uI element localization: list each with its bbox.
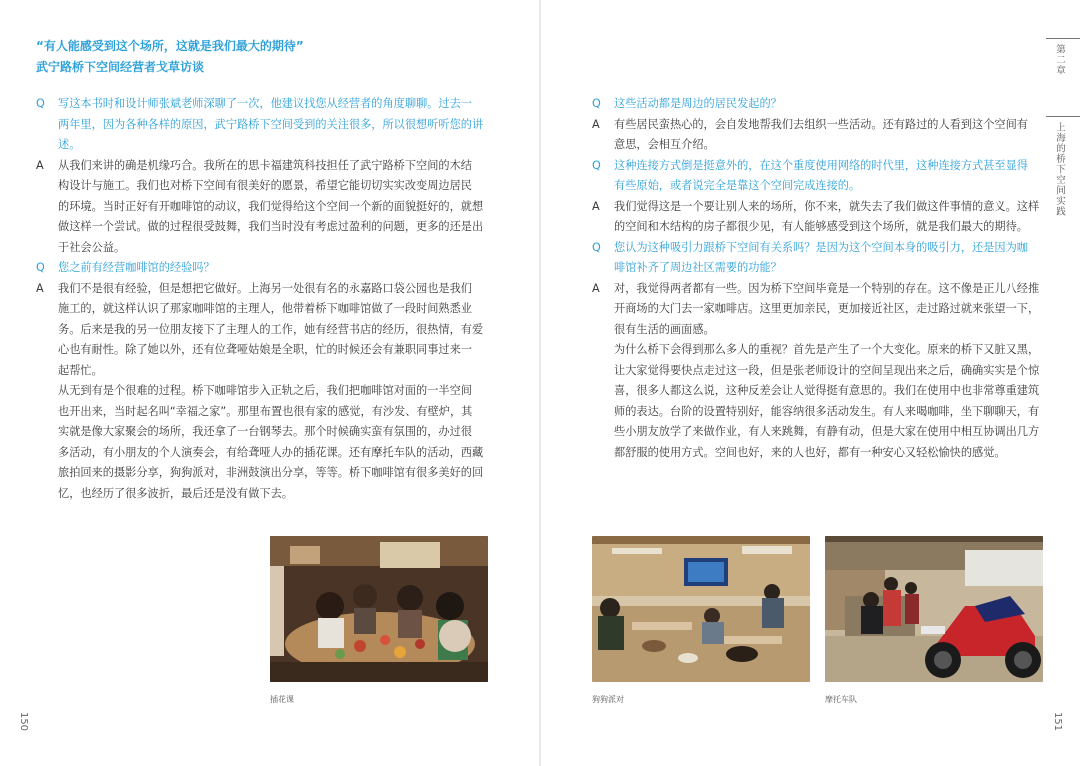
answer-block (592, 279, 1052, 341)
text-line: 您认为这种吸引力跟桥下空间有关系吗？是因为这个空间本身的吸引力，还是因为咖 (614, 240, 1028, 254)
answer-mark: A (592, 281, 600, 295)
text-line: 意思，会相互介绍。 (614, 138, 715, 151)
question-block (36, 94, 496, 156)
page-number-left: 150 (18, 711, 30, 732)
interview-subtitle: 武宁路桥下空间经营者戈草访谈 (36, 60, 205, 74)
side-rule-bottom (1046, 116, 1080, 117)
text-line: 务。后来是我的另一位朋友接下了主理人的工作，她有经营书店的经历，很热情，有爱 (58, 322, 484, 336)
text-line: 述。 (58, 138, 81, 151)
text-line: 多活动，有小朋友的个人演奏会，有给聋哑人办的插花课。还有摩托车队的活动，西藏 (58, 445, 484, 459)
text-line: 从无到有是个很难的过程。桥下咖啡馆步入正轨之后，我们把咖啡馆对面的一半空间 (58, 384, 472, 397)
answer-block (592, 197, 1052, 238)
text-line: 您之前有经营咖啡馆的经验吗？ (58, 261, 215, 274)
answer-block (592, 115, 1052, 156)
text-line: 实就是像大家聚会的场所，我还拿了一台钢琴去。那个时候确实蛮有氛围的，办过很 (58, 425, 472, 438)
answer-mark: A (592, 199, 600, 213)
answer-block (36, 156, 496, 259)
dog-party-caption: 狗狗派对 (592, 695, 624, 704)
question-block (36, 258, 496, 279)
side-rule-top (1046, 38, 1080, 39)
text-line: 有些原始，或者说完全是靠这个空间完成连接的。 (614, 179, 861, 192)
question-mark: Q (36, 261, 45, 274)
question-mark: Q (592, 97, 601, 110)
text-line: 我们觉得这是一个要让别人来的场所，你不来，就失去了我们做这件事情的意义。这样 (614, 199, 1040, 213)
answer-block (36, 279, 496, 382)
question-mark: Q (592, 158, 601, 172)
text-line: 构设计与施工。我们也对桥下空间有很美好的愿景，希望它能切切实实改变周边居民 (58, 179, 472, 192)
section-label: 上海的桥下空间实践 (1054, 122, 1065, 217)
text-line: 起帮忙。 (58, 363, 103, 377)
text-line: 做这样一个尝试。做的过程很受鼓舞，我们当时没有考虑过盈利的问题，更多的还是出 (58, 220, 484, 233)
interview-title: “有人能感受到这个场所，这就是我们最大的期待” (36, 39, 304, 53)
dog-party-photo (592, 536, 810, 682)
body-paragraph (36, 381, 496, 504)
text-line: 开商场的大门去一家咖啡店。这里更加亲民，更加接近社区，走过路过就来张望一下， (614, 302, 1040, 315)
text-line: 旅拍回来的摄影分享，狗狗派对，非洲鼓演出分享，等等。桥下咖啡馆有很多美好的回 (58, 466, 484, 479)
text-line: 让大家觉得要快点走过这一段，但是张老师设计的空间呈现出来之后，确确实实是个惊 (614, 363, 1040, 377)
body-paragraph (592, 340, 1052, 463)
text-line: 的环境。当时正好有开咖啡馆的动议，我们觉得给这个空间一个新的面貌挺好的，就想 (58, 199, 484, 213)
answer-mark: A (36, 158, 44, 172)
text-line: 两年里，因为各种各样的原因，武宁路桥下空间受到的关注很多，所以很想听听您的讲 (58, 117, 484, 131)
flower-class-photo (270, 536, 488, 682)
text-line: 为什么桥下会得到那么多人的重视？首先是产生了一个大变化。原来的桥下又脏又黑， (614, 343, 1040, 356)
book-gutter (539, 0, 541, 766)
motorcycle-team-caption: 摩托车队 (825, 695, 857, 704)
text-line: 忆，也经历了很多波折，最后还是没有做下去。 (58, 486, 293, 500)
right-text-column (592, 94, 1052, 463)
chapter-label: 第二章 (1054, 44, 1065, 76)
question-mark: Q (592, 240, 601, 254)
text-line: 我们不是很有经验，但是想把它做好。上海另一处很有名的永嘉路口袋公园也是我们 (58, 281, 472, 295)
page-number-right: 151 (1052, 711, 1064, 732)
text-line: 很有生活的画面感。 (614, 322, 715, 336)
text-line: 都舒服的使用方式。空间也好，来的人也好，都有一种安心又轻松愉快的感觉。 (614, 445, 1006, 459)
text-line: 写这本书时和设计师张斌老师深聊了一次，他建议找您从经营者的角度聊聊。过去一 (58, 97, 472, 110)
text-line: 喜，很多人都这么说，这种反差会让人觉得挺有意思的。我们在使用中也非常尊重建筑 (614, 384, 1040, 397)
text-line: 对，我觉得两者都有一些。因为桥下空间毕竟是一个特别的存在。这不像是正儿八经推 (614, 281, 1040, 295)
question-block (592, 238, 1052, 279)
flower-class-caption: 插花课 (270, 695, 294, 704)
text-line: 心也有耐性。除了她以外，还有位聋哑姑娘是全职，忙的时候还会有兼职同事过来一 (58, 343, 472, 356)
answer-mark: A (36, 281, 44, 295)
text-line: 啡馆补齐了周边社区需要的功能？ (614, 261, 782, 274)
text-line: 从我们来讲的确是机缘巧合。我所在的思卡福建筑科技担任了武宁路桥下空间的木结 (58, 158, 472, 172)
text-line: 于社会公益。 (58, 240, 126, 254)
question-mark: Q (36, 97, 45, 110)
text-line: 也开出来，当时起名叫“幸福之家”。那里布置也很有家的感觉，有沙发、有壁炉，其 (58, 404, 473, 418)
answer-mark: A (592, 117, 600, 131)
text-line: 有些居民蛮热心的，会自发地帮我们去组织一些活动。还有路过的人看到这个空间有 (614, 117, 1028, 131)
question-block (592, 156, 1052, 197)
text-line: 些小朋友放学了来做作业，有人来跳舞，有静有动，但是大家在使用中相互协调出几方 (614, 425, 1040, 438)
text-line: 的空间和木结构的房子都很少见，有人能够感受到这个场所，就是我们最大的期待。 (614, 220, 1028, 233)
text-line: 这些活动都是周边的居民发起的？ (614, 97, 782, 110)
question-block (592, 94, 1052, 115)
motorcycle-team-photo (825, 536, 1043, 682)
left-text-column (36, 94, 496, 504)
text-line: 这种连接方式倒是挺意外的，在这个重度使用网络的时代里，这种连接方式甚至显得 (614, 158, 1028, 172)
text-line: 师的表达。台阶的设置特别好，能容纳很多活动发生。有人来喝咖啡，坐下聊聊天，有 (614, 404, 1040, 418)
text-line: 施工的，就这样认识了那家咖啡馆的主理人，他带着桥下咖啡馆做了一段时间熟悉业 (58, 302, 472, 315)
